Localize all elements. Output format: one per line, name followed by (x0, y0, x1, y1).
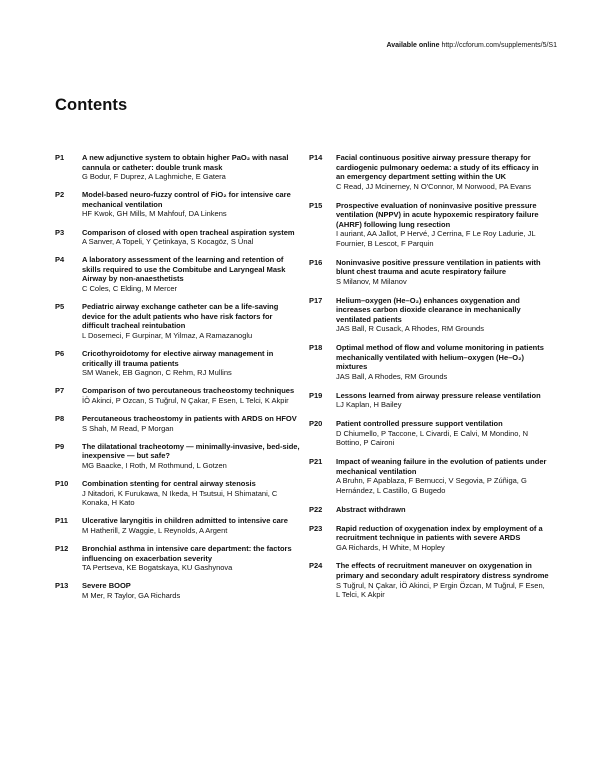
entry-authors: S Milanov, M Milanov (336, 276, 407, 286)
contents-entry-p17[interactable] (309, 296, 549, 334)
entry-authors: GA Richards, H White, M Hopley (336, 542, 445, 552)
entry-title: Abstract withdrawn (336, 504, 406, 514)
contents-entry-p23[interactable] (309, 524, 549, 553)
entry-number: P20 (309, 419, 323, 429)
entry-number: P11 (55, 516, 68, 526)
entry-title: A new adjunctive system to obtain higher PaO₂ with nasal cannula or catheter: double trunk mask (82, 153, 289, 172)
entry-authors: İÖ Akinci, P Ozcan, S Tuğrul, N Çakar, F Esen, L Telci, K Akpir (82, 395, 289, 405)
entry-number: P8 (55, 413, 65, 423)
entry-number: P15 (309, 200, 323, 210)
entry-number: P6 (55, 349, 65, 358)
entry-authors: D Chiumello, P Taccone, L Civardi, E Calvi, M Mondino, N Bottino, P Caironi (336, 428, 529, 448)
entry-authors: JAS Ball, A Rhodes, RM Grounds (336, 372, 448, 382)
entry-authors: HF Kwok, GH Mills, M Mahfouf, DA Linkens (82, 209, 227, 219)
contents-entry-p16[interactable] (309, 258, 549, 287)
entry-number: P12 (55, 543, 69, 553)
entry-number: P16 (309, 257, 323, 267)
entry-authors: G Bodur, F Duprez, A Laghmiche, E Gatera (82, 172, 226, 182)
entry-title: Ulcerative laryngitis in children admitted to intensive care (82, 516, 288, 526)
availability-header (386, 42, 557, 49)
entry-authors: A Bruhn, F Apablaza, F Bernucci, V Segovia, P Zúñiga, G Hernández, L Castillo, G Bugedo (336, 476, 527, 495)
entry-number: P2 (55, 190, 65, 200)
contents-right-column (309, 153, 549, 609)
entry-number: P14 (309, 153, 323, 162)
contents-entry-p15[interactable] (309, 201, 549, 249)
entry-title: Prospective evaluation of noninvasive positive pressure ventilation (NPPV) in acute hypoxemic respiratory failure (AHRF) following lung resection (336, 200, 539, 229)
entry-authors: S Tuğrul, N Çakar, İÖ Akinci, P Ergin Özcan, M Tuğrul, F Esen, L Telci, K Akpir (336, 580, 545, 600)
entry-number: P21 (309, 457, 323, 467)
entry-title: Percutaneous tracheostomy in patients with ARDS on HFOV (82, 413, 297, 423)
entry-authors: S Shah, M Read, P Morgan (82, 423, 174, 433)
entry-authors: M Hatherill, Z Waggie, L Reynolds, A Argent (82, 525, 228, 535)
contents-entry-p12[interactable] (55, 544, 300, 573)
entry-title: The effects of recruitment maneuver on oxygenation in primary and secondary adult respiratory distress syndrome (336, 561, 549, 581)
contents-entry-p11[interactable] (55, 516, 300, 535)
contents-entry-p13[interactable] (55, 581, 300, 600)
entry-title: Facial continuous positive airway pressure therapy for cardiogenic pulmonary oedema: a study of its efficacy in an emergency department setting within the UK (336, 153, 539, 182)
contents-entry-p10[interactable] (55, 479, 300, 508)
entry-number: P17 (309, 295, 323, 305)
page-title: Contents (55, 96, 128, 114)
contents-entry-p9[interactable] (55, 442, 300, 471)
contents-entry-p19[interactable] (309, 391, 549, 410)
contents-entry-p7[interactable] (55, 386, 300, 405)
contents-entry-p20[interactable] (309, 419, 549, 448)
entry-title: Cricothyroidotomy for elective airway management in critically ill trauma patients (82, 349, 274, 368)
entry-authors: I auriant, AA Jallot, P Hervé, J Cerrina, F Le Roy Ladurie, JL Fournier, B Lescot, F Parquin (336, 229, 536, 248)
entry-title: Severe BOOP (82, 581, 131, 591)
contents-entry-p14[interactable] (309, 153, 549, 191)
entry-title: Noninvasive positive pressure ventilation in patients with blunt chest trauma and acute respiratory failure (336, 257, 541, 277)
entry-authors: C Coles, C Elding, M Mercer (82, 284, 178, 294)
entry-authors: C Read, JJ Mcinerney, N O'Connor, M Norwood, PA Evans (336, 181, 531, 191)
entry-number: P22 (309, 504, 323, 514)
entry-title: Optimal method of flow and volume monitoring in patients mechanically ventilated with helium–oxygen (He–O₂) mixtures (336, 343, 544, 372)
entry-number: P9 (55, 441, 65, 451)
entry-number: P7 (55, 386, 65, 396)
contents-left-column (55, 153, 300, 609)
entry-title: Comparison of closed with open tracheal aspiration system (82, 227, 295, 237)
entry-authors: L Dosemeci, F Gurpinar, M Yilmaz, A Ramazanoglu (82, 330, 253, 340)
entry-authors: M Mer, R Taylor, GA Richards (82, 590, 181, 600)
entry-number: P3 (55, 227, 65, 237)
entry-number: P19 (309, 390, 323, 400)
contents-entry-p2[interactable] (55, 190, 300, 219)
entry-authors: A Sanver, A Topeli, Y Çetinkaya, S Kocagöz, S Ünal (82, 237, 254, 247)
contents-entry-p18[interactable] (309, 343, 549, 381)
contents-entry-p6[interactable] (55, 349, 300, 378)
entry-authors: MG Baacke, I Roth, M Rothmund, L Gotzen (82, 460, 227, 470)
supplement-url[interactable]: http://ccforum.com/supplements/5/S1 (441, 42, 557, 49)
contents-entry-p4[interactable] (55, 255, 300, 293)
entry-number: P10 (55, 478, 69, 488)
entry-title: Pediatric airway exchange catheter can be a life-saving device for the adult patients who have risk factors for difficult tracheal reintubation (82, 302, 279, 331)
entry-number: P4 (55, 255, 65, 265)
entry-number: P23 (309, 523, 323, 533)
entry-number: P1 (55, 153, 65, 162)
entry-title: Comparison of two percutaneous tracheostomy techniques (82, 386, 295, 396)
contents-entry-p3[interactable] (55, 228, 300, 247)
entry-title: Impact of weaning failure in the evolution of patients under mechanical ventilation (336, 457, 547, 476)
contents-entry-p21[interactable] (309, 457, 549, 495)
entry-title: Helium–oxygen (He–O₂) enhances oxygenation and increases carbon dioxide clearance in mechanically ventilated patients (336, 295, 521, 324)
entry-authors: SM Wanek, EB Gagnon, C Rehm, RJ Mullins (82, 368, 232, 378)
entry-authors: J Nitadori, K Furukawa, N Ikeda, H Tsutsui, H Shimatani, C Konaka, H Kato (82, 488, 278, 508)
entry-number: P24 (309, 561, 323, 571)
entry-title: Lessons learned from airway pressure release ventilation (336, 390, 541, 400)
available-online-label: Available online (386, 42, 440, 49)
entry-number: P5 (55, 302, 65, 312)
entry-authors: LJ Kaplan, H Bailey (336, 400, 402, 410)
contents-entry-p5[interactable] (55, 302, 300, 340)
entry-title: A laboratory assessment of the learning and retention of skills required to use the Combitube and Laryngeal Mask Airway by non-anaesthetists (82, 255, 286, 284)
contents-entry-p24[interactable] (309, 561, 549, 599)
entry-authors: JAS Ball, R Cusack, A Rhodes, RM Grounds (336, 324, 484, 334)
contents-entry-p22[interactable] (309, 505, 549, 515)
contents-entry-p8[interactable] (55, 414, 300, 433)
entry-authors: TA Pertseva, KE Bogatskaya, KU Gashynova (82, 563, 233, 573)
entry-title: Model-based neuro-fuzzy control of FiO₂ for intensive care mechanical ventilation (82, 190, 291, 209)
entry-title: Combination stenting for central airway stenosis (82, 478, 256, 488)
entry-number: P13 (55, 581, 69, 591)
entry-number: P18 (309, 343, 323, 353)
contents-entry-p1[interactable] (55, 153, 300, 182)
entry-title: Rapid reduction of oxygenation index by employment of a recruitment technique in patients with severe ARDS (336, 523, 543, 543)
entry-title: Patient controlled pressure support ventilation (336, 419, 503, 429)
entry-title: The dilatational tracheotomy — minimally-invasive, bed-side, inexpensive — but safe? (82, 441, 300, 461)
entry-title: Bronchial asthma in intensive care department: the factors influencing on exacerbation severity (82, 543, 292, 563)
